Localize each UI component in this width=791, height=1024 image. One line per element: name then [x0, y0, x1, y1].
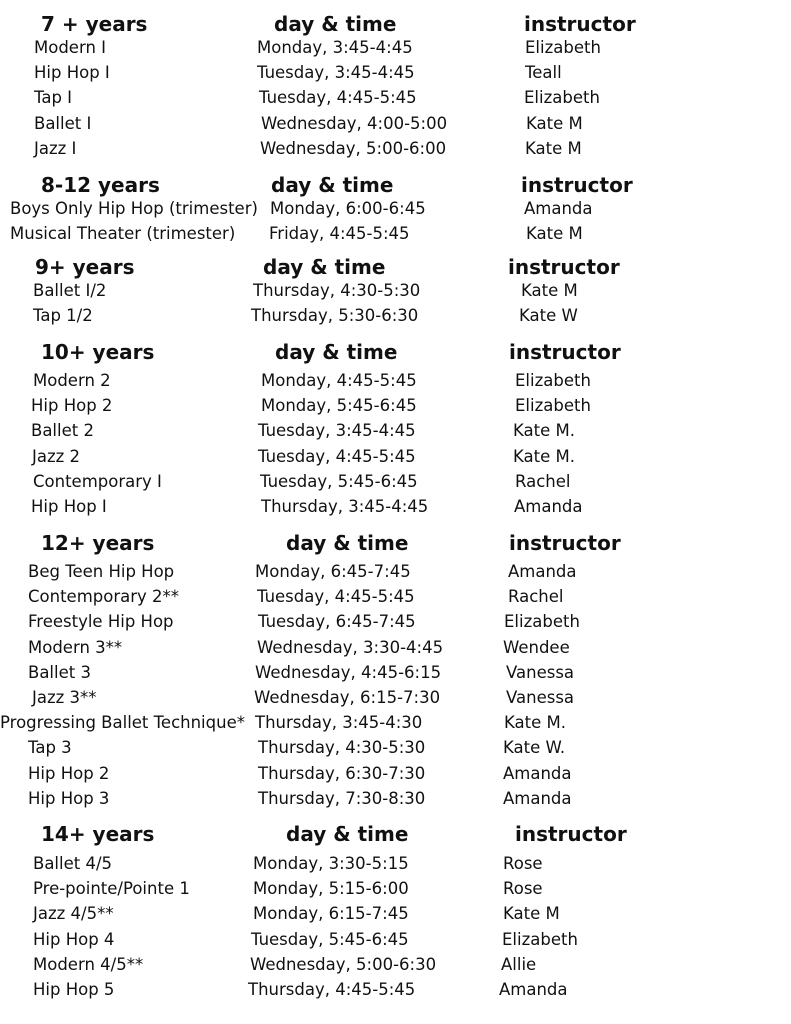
class-instructor: Wendee	[503, 637, 570, 657]
class-name: Modern I	[34, 38, 107, 57]
class-row	[0, 980, 791, 1005]
class-row	[0, 789, 791, 814]
class-day-time: Wednesday, 5:00-6:00	[260, 138, 447, 158]
instructor-heading: instructor	[521, 173, 633, 197]
instructor-heading: instructor	[524, 12, 636, 36]
class-day-time: Monday, 3:30-5:15	[253, 854, 409, 873]
class-row	[0, 879, 791, 904]
class-name: Hip Hop I	[34, 63, 110, 83]
class-row	[0, 930, 791, 955]
class-instructor: Elizabeth	[525, 38, 601, 57]
day-time-heading: day & time	[274, 12, 397, 36]
class-name: Hip Hop 3	[28, 788, 110, 808]
class-instructor: Elizabeth	[504, 612, 580, 632]
class-name: Hip Hop 2	[31, 396, 113, 416]
class-instructor: Kate W.	[503, 738, 566, 758]
class-row	[0, 497, 791, 522]
day-time-heading: day & time	[263, 255, 386, 279]
class-row	[0, 663, 791, 688]
class-name: Beg Teen Hip Hop	[28, 562, 175, 581]
class-day-time: Monday, 3:45-4:45	[257, 38, 413, 57]
class-instructor: Rose	[503, 879, 543, 899]
class-day-time: Tuesday, 5:45-6:45	[260, 471, 418, 491]
class-row	[0, 587, 791, 612]
class-day-time: Tuesday, 6:45-7:45	[258, 612, 416, 632]
class-name: Hip Hop 4	[33, 929, 115, 949]
class-instructor: Kate M	[526, 113, 583, 133]
class-day-time: Tuesday, 3:45-4:45	[258, 421, 416, 441]
class-row	[0, 904, 791, 929]
class-row	[0, 472, 791, 497]
class-instructor: Elizabeth	[524, 88, 600, 108]
class-day-time: Thursday, 4:30-5:30	[253, 281, 421, 300]
class-instructor: Kate M.	[504, 713, 566, 733]
class-day-time: Wednesday, 4:45-6:15	[255, 662, 442, 682]
class-name: Jazz 2	[32, 446, 81, 466]
class-day-time: Monday, 6:45-7:45	[255, 562, 411, 581]
class-day-time: Thursday, 3:45-4:30	[255, 713, 423, 733]
class-name: Progressing Ballet Technique*	[0, 713, 245, 733]
class-name: Contemporary I	[33, 471, 162, 491]
class-name: Ballet 4/5	[33, 854, 113, 873]
class-day-time: Thursday, 4:30-5:30	[258, 738, 426, 758]
class-name: Ballet I/2	[33, 281, 107, 300]
class-name: Hip Hop 5	[33, 980, 115, 999]
class-day-time: Thursday, 3:45-4:45	[261, 497, 429, 516]
class-instructor: Amanda	[508, 562, 577, 581]
class-name: Modern 2	[33, 371, 111, 390]
age-group-heading: 7 + years	[41, 12, 148, 36]
class-name: Tap 3	[28, 738, 72, 758]
class-name: Ballet I	[34, 113, 92, 133]
class-row	[0, 139, 791, 164]
class-name: Ballet 2	[31, 421, 94, 441]
class-instructor: Kate M.	[513, 421, 575, 441]
class-instructor: Amanda	[524, 199, 593, 218]
day-time-heading: day & time	[271, 173, 394, 197]
class-day-time: Thursday, 7:30-8:30	[258, 788, 426, 808]
class-instructor: Kate M	[521, 281, 578, 300]
class-day-time: Monday, 4:45-5:45	[261, 371, 417, 390]
day-time-heading: day & time	[286, 531, 409, 555]
class-day-time: Friday, 4:45-5:45	[269, 224, 410, 244]
class-day-time: Thursday, 5:30-6:30	[251, 306, 419, 326]
class-instructor: Amanda	[514, 497, 583, 516]
age-group-heading: 10+ years	[41, 340, 155, 364]
instructor-heading: instructor	[509, 531, 621, 555]
class-instructor: Teall	[525, 63, 562, 83]
class-row	[0, 638, 791, 663]
class-instructor: Kate M.	[513, 446, 575, 466]
day-time-heading: day & time	[286, 822, 409, 846]
class-day-time: Thursday, 4:45-5:45	[248, 980, 416, 999]
instructor-heading: instructor	[509, 340, 621, 364]
age-group-heading: 8-12 years	[41, 173, 160, 197]
class-name: Jazz I	[34, 138, 77, 158]
class-name: Tap 1/2	[33, 306, 93, 326]
class-day-time: Wednesday, 6:15-7:30	[254, 688, 441, 707]
class-row	[0, 88, 791, 113]
class-name: Freestyle Hip Hop	[28, 612, 174, 632]
day-time-heading: day & time	[275, 340, 398, 364]
class-instructor: Kate W	[519, 306, 578, 326]
class-row	[0, 738, 791, 763]
class-instructor: Allie	[501, 954, 537, 974]
class-name: Hip Hop 2	[28, 763, 110, 783]
class-row	[0, 63, 791, 88]
class-row	[0, 224, 791, 249]
class-row	[0, 371, 791, 396]
class-instructor: Rose	[503, 854, 543, 873]
class-row	[0, 447, 791, 472]
class-instructor: Elizabeth	[515, 371, 591, 390]
class-name: Modern 3**	[28, 637, 123, 657]
class-name: Hip Hop I	[31, 497, 107, 516]
class-row	[0, 854, 791, 879]
class-instructor: Rachel	[515, 471, 571, 491]
class-name: Jazz 4/5**	[33, 904, 114, 924]
class-row	[0, 38, 791, 63]
class-row	[0, 764, 791, 789]
class-day-time: Wednesday, 4:00-5:00	[261, 113, 448, 133]
class-day-time: Tuesday, 4:45-5:45	[258, 446, 416, 466]
class-name: Contemporary 2**	[28, 587, 180, 607]
class-instructor: Rachel	[508, 587, 564, 607]
class-row	[0, 306, 791, 331]
class-row	[0, 688, 791, 713]
class-row	[0, 612, 791, 637]
class-instructor: Kate M	[503, 904, 560, 924]
class-name: Boys Only Hip Hop (trimester)	[10, 199, 258, 218]
class-instructor: Kate M	[526, 224, 583, 244]
class-name: Ballet 3	[28, 662, 91, 682]
class-instructor: Elizabeth	[502, 929, 578, 949]
class-instructor: Amanda	[503, 763, 572, 783]
age-group-heading: 14+ years	[41, 822, 155, 846]
class-row	[0, 199, 791, 224]
class-day-time: Monday, 6:00-6:45	[270, 199, 426, 218]
class-day-time: Monday, 5:45-6:45	[261, 396, 417, 416]
class-row	[0, 955, 791, 980]
class-row	[0, 281, 791, 306]
class-row	[0, 562, 791, 587]
class-day-time: Monday, 6:15-7:45	[253, 904, 409, 924]
class-row	[0, 114, 791, 139]
class-day-time: Wednesday, 3:30-4:45	[257, 637, 444, 657]
instructor-heading: instructor	[515, 822, 627, 846]
class-name: Pre-pointe/Pointe 1	[33, 879, 190, 899]
class-name: Jazz 3**	[32, 688, 97, 707]
class-instructor: Vanessa	[506, 688, 575, 707]
class-day-time: Thursday, 6:30-7:30	[258, 763, 426, 783]
class-name: Musical Theater (trimester)	[10, 224, 236, 244]
class-day-time: Tuesday, 3:45-4:45	[257, 63, 415, 83]
class-row	[0, 421, 791, 446]
class-day-time: Tuesday, 4:45-5:45	[257, 587, 415, 607]
class-name: Tap I	[34, 88, 73, 108]
class-day-time: Wednesday, 5:00-6:30	[250, 954, 437, 974]
class-day-time: Tuesday, 5:45-6:45	[251, 929, 409, 949]
age-group-heading: 9+ years	[35, 255, 135, 279]
class-instructor: Vanessa	[506, 662, 575, 682]
class-day-time: Tuesday, 4:45-5:45	[259, 88, 417, 108]
class-instructor: Amanda	[499, 980, 568, 999]
class-instructor: Amanda	[503, 788, 572, 808]
class-instructor: Elizabeth	[515, 396, 591, 416]
instructor-heading: instructor	[508, 255, 620, 279]
class-row	[0, 713, 791, 738]
class-name: Modern 4/5**	[33, 954, 144, 974]
age-group-heading: 12+ years	[41, 531, 155, 555]
class-day-time: Monday, 5:15-6:00	[253, 879, 409, 899]
class-row	[0, 396, 791, 421]
class-instructor: Kate M	[525, 138, 582, 158]
